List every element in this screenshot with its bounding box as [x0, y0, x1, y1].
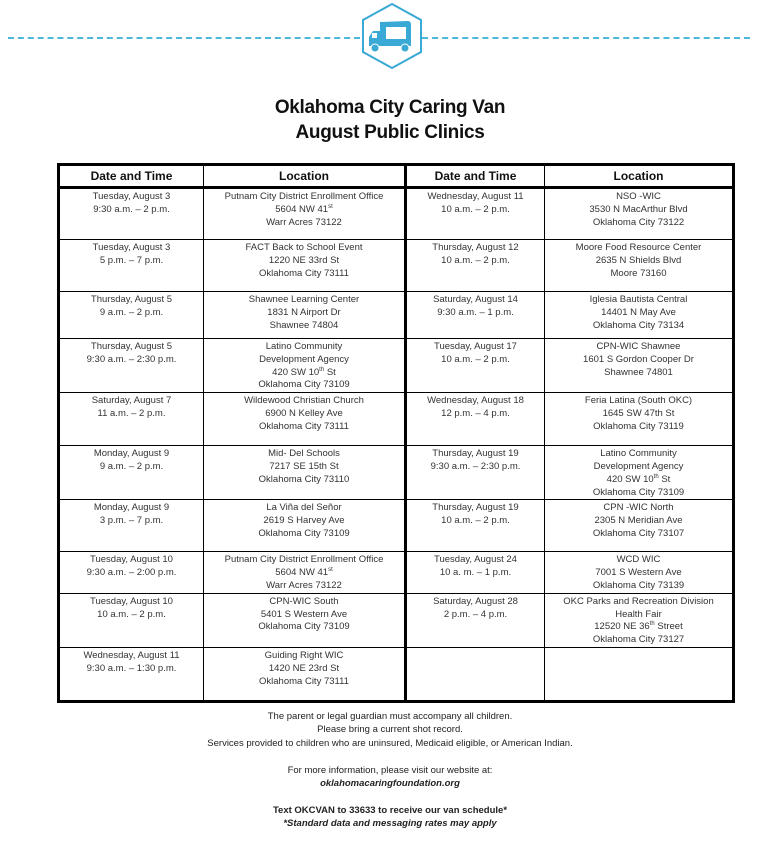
clinic-time: 10 a.m. – 2 p.m. [441, 515, 510, 527]
location-line [206, 567, 402, 580]
clinic-date: Thursday, August 5 [90, 341, 173, 352]
dashed-divider-right [422, 37, 750, 39]
location-line: Moore 73160 [610, 267, 667, 279]
date-time-cell [59, 500, 204, 552]
clinic-date: Saturday, August 14 [433, 294, 518, 305]
location-line: 1420 NE 23rd St [268, 662, 340, 674]
location-line: Oklahoma City 73119 [593, 420, 684, 432]
location-line: Health Fair [615, 608, 662, 620]
location-line: Shawnee 74801 [604, 366, 673, 378]
location-line: 7001 S Western Ave [595, 567, 682, 579]
date-time-cell [59, 593, 204, 647]
clinic-time: 12 p.m. – 4 p.m. [441, 407, 510, 419]
date-time-cell [406, 240, 545, 292]
location-cell [545, 647, 734, 701]
location-line: Oklahoma City 73109 [258, 379, 350, 391]
location-line: Oklahoma City 73107 [592, 527, 685, 539]
date-time-cell [59, 393, 204, 446]
clinic-time: 5 p.m. – 7 p.m. [99, 254, 164, 266]
street-suffix: St [658, 473, 671, 485]
address-text: 420 SW 10 [606, 473, 654, 485]
ordinal-suffix: th [319, 366, 325, 373]
location-line: Guiding Right WIC [264, 649, 344, 661]
location-line: Moore Food Resource Center [575, 242, 702, 253]
location-line: 1831 N Airport Dr [267, 306, 341, 318]
date-time-cell [59, 552, 204, 593]
location-cell [204, 446, 406, 500]
date-time-cell [406, 393, 545, 446]
location-line: 2635 N Shields Blvd [595, 254, 682, 266]
table-row [59, 593, 734, 647]
clinic-time: 11 a.m. – 2 p.m. [97, 407, 166, 419]
location-line: Oklahoma City 73122 [592, 216, 685, 228]
ordinal-suffix: th [653, 473, 659, 480]
location-line: CPN-WIC Shawnee [596, 341, 681, 352]
location-line: Oklahoma City 73110 [258, 473, 350, 485]
location-line [547, 474, 730, 487]
clinic-date: Thursday, August 19 [432, 448, 519, 460]
page-title: Oklahoma City Caring Van [274, 97, 506, 118]
address-text: 12520 NE 36 [594, 621, 650, 633]
clinic-date: Tuesday, August 10 [90, 554, 173, 566]
location-line: Feria Latina (South OKC) [584, 395, 693, 407]
location-line [547, 621, 730, 634]
location-line: Warr Acres 73122 [266, 216, 342, 228]
location-line: Wildewood Christian Church [244, 395, 364, 407]
clinic-time: 9 a.m. – 2 p.m. [99, 306, 164, 318]
clinic-date: Tuesday, August 24 [434, 554, 517, 566]
location-line: Oklahoma City 73111 [259, 420, 349, 432]
footer-shot-record-note: Please bring a current shot record. [317, 724, 463, 735]
location-line: 14401 N May Ave [601, 306, 676, 318]
location-line: Iglesia Bautista Central [589, 294, 688, 305]
location-line: CPN -WIC North [603, 502, 674, 514]
table-row [59, 393, 734, 446]
location-cell [204, 647, 406, 701]
date-time-cell [406, 292, 545, 339]
address-text: 5604 NW 41 [275, 203, 329, 215]
location-cell [204, 188, 406, 240]
ordinal-suffix: st [328, 567, 333, 574]
clinic-time: 10 a.m. – 2 p.m. [441, 203, 510, 215]
location-cell [204, 593, 406, 647]
clinic-time: 10 a.m. – 2 p.m. [441, 353, 510, 365]
date-time-cell [406, 593, 545, 647]
location-line: 1220 NE 33rd St [268, 254, 340, 266]
text-signup-cta: Text OKCVAN to 33633 to receive our van schedule* [272, 805, 508, 816]
location-cell [545, 500, 734, 552]
location-cell [545, 446, 734, 500]
location-cell [545, 339, 734, 393]
location-line: NSO -WIC [616, 191, 661, 202]
table-row [59, 339, 734, 393]
location-line: 1645 SW 47th St [602, 407, 675, 419]
location-line: 6900 N Kelley Ave [265, 407, 343, 419]
location-line: Latino Community [600, 448, 677, 460]
clinic-date: Saturday, August 7 [91, 395, 172, 407]
clinic-date: Saturday, August 28 [433, 595, 518, 607]
date-time-cell [59, 292, 204, 339]
location-cell [204, 500, 406, 552]
location-line: WCD WIC [616, 554, 661, 566]
location-line: Oklahoma City 73134 [592, 319, 685, 331]
ordinal-suffix: th [649, 621, 655, 628]
location-line: 3530 N MacArthur Blvd [589, 203, 688, 215]
location-cell [545, 593, 734, 647]
clinic-time: 9:30 a.m. – 2:00 p.m. [86, 567, 177, 579]
street-suffix: Street [654, 621, 683, 633]
clinic-time: 9:30 a.m. – 1:30 p.m. [86, 662, 177, 674]
ordinal-suffix: st [328, 203, 333, 210]
location-cell [204, 552, 406, 593]
location-cell [545, 393, 734, 446]
website-link[interactable]: oklahomacaringfoundation.org [320, 778, 460, 789]
clinic-date: Thursday, August 12 [432, 242, 519, 253]
location-line: Mid- Del Schools [268, 448, 340, 460]
location-line: 1601 S Gordon Cooper Dr [583, 353, 694, 365]
date-time-cell [406, 500, 545, 552]
address-text: 420 SW 10 [272, 366, 320, 378]
header-location-left: Location [204, 165, 406, 188]
date-time-cell [59, 339, 204, 393]
clinic-time: 9:30 a.m. – 1 p.m. [437, 306, 514, 318]
table-row [59, 500, 734, 552]
clinic-time: 9:30 a.m. – 2:30 p.m. [86, 353, 177, 365]
table-row [59, 240, 734, 292]
date-time-cell [406, 647, 545, 701]
location-line: Oklahoma City 73127 [592, 634, 685, 646]
location-line: FACT Back to School Event [245, 242, 363, 253]
clinic-time: 9:30 a.m. – 2 p.m. [93, 203, 170, 215]
location-line: Shawnee 74804 [269, 319, 339, 331]
table-row [59, 647, 734, 701]
location-line [206, 204, 402, 217]
clinic-date: Wednesday, August 11 [427, 191, 524, 202]
date-time-cell [59, 647, 204, 701]
date-time-cell [59, 240, 204, 292]
clinic-date: Monday, August 9 [93, 448, 170, 460]
street-suffix: St [324, 366, 336, 378]
location-line: La Viña del Señor [266, 502, 342, 514]
location-line: Oklahoma City 73111 [259, 675, 349, 687]
clinic-date: Thursday, August 5 [90, 294, 173, 305]
date-time-cell [406, 552, 545, 593]
clinic-date: Tuesday, August 3 [92, 242, 171, 253]
date-time-cell [406, 446, 545, 500]
location-line: Development Agency [593, 460, 684, 472]
footer-info-text: For more information, please visit our website at: [287, 765, 493, 776]
table-row [59, 292, 734, 339]
clinic-date: Monday, August 9 [93, 502, 170, 514]
location-line: Development Agency [259, 353, 349, 365]
clinic-time: 2 p.m. – 4 p.m. [443, 608, 508, 620]
dashed-divider-left [8, 37, 360, 39]
location-cell [545, 188, 734, 240]
location-cell [204, 292, 406, 339]
clinic-date: Tuesday, August 17 [434, 341, 517, 352]
date-time-cell [406, 188, 545, 240]
table-row [59, 188, 734, 240]
location-line: Oklahoma City 73111 [259, 267, 349, 279]
location-line: 2619 S Harvey Ave [263, 515, 345, 527]
date-time-cell [59, 188, 204, 240]
clinic-time: 3 p.m. – 7 p.m. [99, 515, 164, 527]
location-cell [545, 240, 734, 292]
location-cell [545, 552, 734, 593]
header-date-time-right: Date and Time [406, 165, 545, 188]
location-cell [204, 339, 406, 393]
location-line: 2305 N Meridian Ave [594, 515, 683, 527]
location-line: Oklahoma City 73109 [258, 621, 350, 633]
location-line: OKC Parks and Recreation Division [563, 595, 714, 607]
location-line: Putnam City District Enrollment Office [224, 191, 384, 202]
table-row [59, 446, 734, 500]
header-date-time-left: Date and Time [59, 165, 204, 188]
date-time-cell [406, 339, 545, 393]
location-line: Oklahoma City 73109 [258, 527, 350, 539]
clinic-date: Wednesday, August 18 [427, 395, 524, 407]
header-location-right: Location [545, 165, 734, 188]
page-subtitle: August Public Clinics [295, 122, 485, 143]
clinic-schedule-table [57, 163, 735, 703]
clinic-time: 10 a. m. – 1 p.m. [439, 567, 512, 579]
footer-guardian-note: The parent or legal guardian must accompany all children. [267, 711, 513, 722]
clinic-date: Tuesday, August 10 [90, 595, 173, 607]
location-line: Putnam City District Enrollment Office [224, 554, 384, 566]
clinic-time: 9 a.m. – 2 p.m. [99, 460, 164, 472]
address-text: 5604 NW 41 [275, 567, 329, 579]
location-cell [204, 240, 406, 292]
clinic-date: Wednesday, August 11 [83, 649, 180, 661]
location-line [206, 367, 402, 380]
clinic-time: 10 a.m. – 2 p.m. [97, 608, 166, 620]
date-time-cell [59, 446, 204, 500]
location-line: CPN-WIC South [269, 595, 339, 607]
location-cell [545, 292, 734, 339]
table-header-row [59, 165, 734, 188]
location-line: Warr Acres 73122 [266, 579, 342, 591]
clinic-date: Tuesday, August 3 [92, 191, 171, 202]
location-line: Oklahoma City 73109 [592, 486, 685, 498]
table-row [59, 552, 734, 593]
van-icon [360, 2, 424, 70]
location-line: Shawnee Learning Center [248, 294, 360, 305]
footer-eligibility-note: Services provided to children who are uninsured, Medicaid eligible, or American Indian. [207, 738, 573, 749]
location-cell [204, 393, 406, 446]
location-line: 5401 S Western Ave [260, 608, 348, 620]
rates-disclaimer: *Standard data and messaging rates may apply [283, 818, 497, 829]
location-line: 7217 SE 15th St [269, 460, 339, 472]
clinic-date: Thursday, August 19 [432, 502, 519, 514]
location-line: Oklahoma City 73139 [592, 579, 685, 591]
clinic-time: 9:30 a.m. – 2:30 p.m. [430, 460, 521, 472]
location-line: Latino Community [265, 341, 343, 352]
clinic-time: 10 a.m. – 2 p.m. [441, 254, 510, 266]
